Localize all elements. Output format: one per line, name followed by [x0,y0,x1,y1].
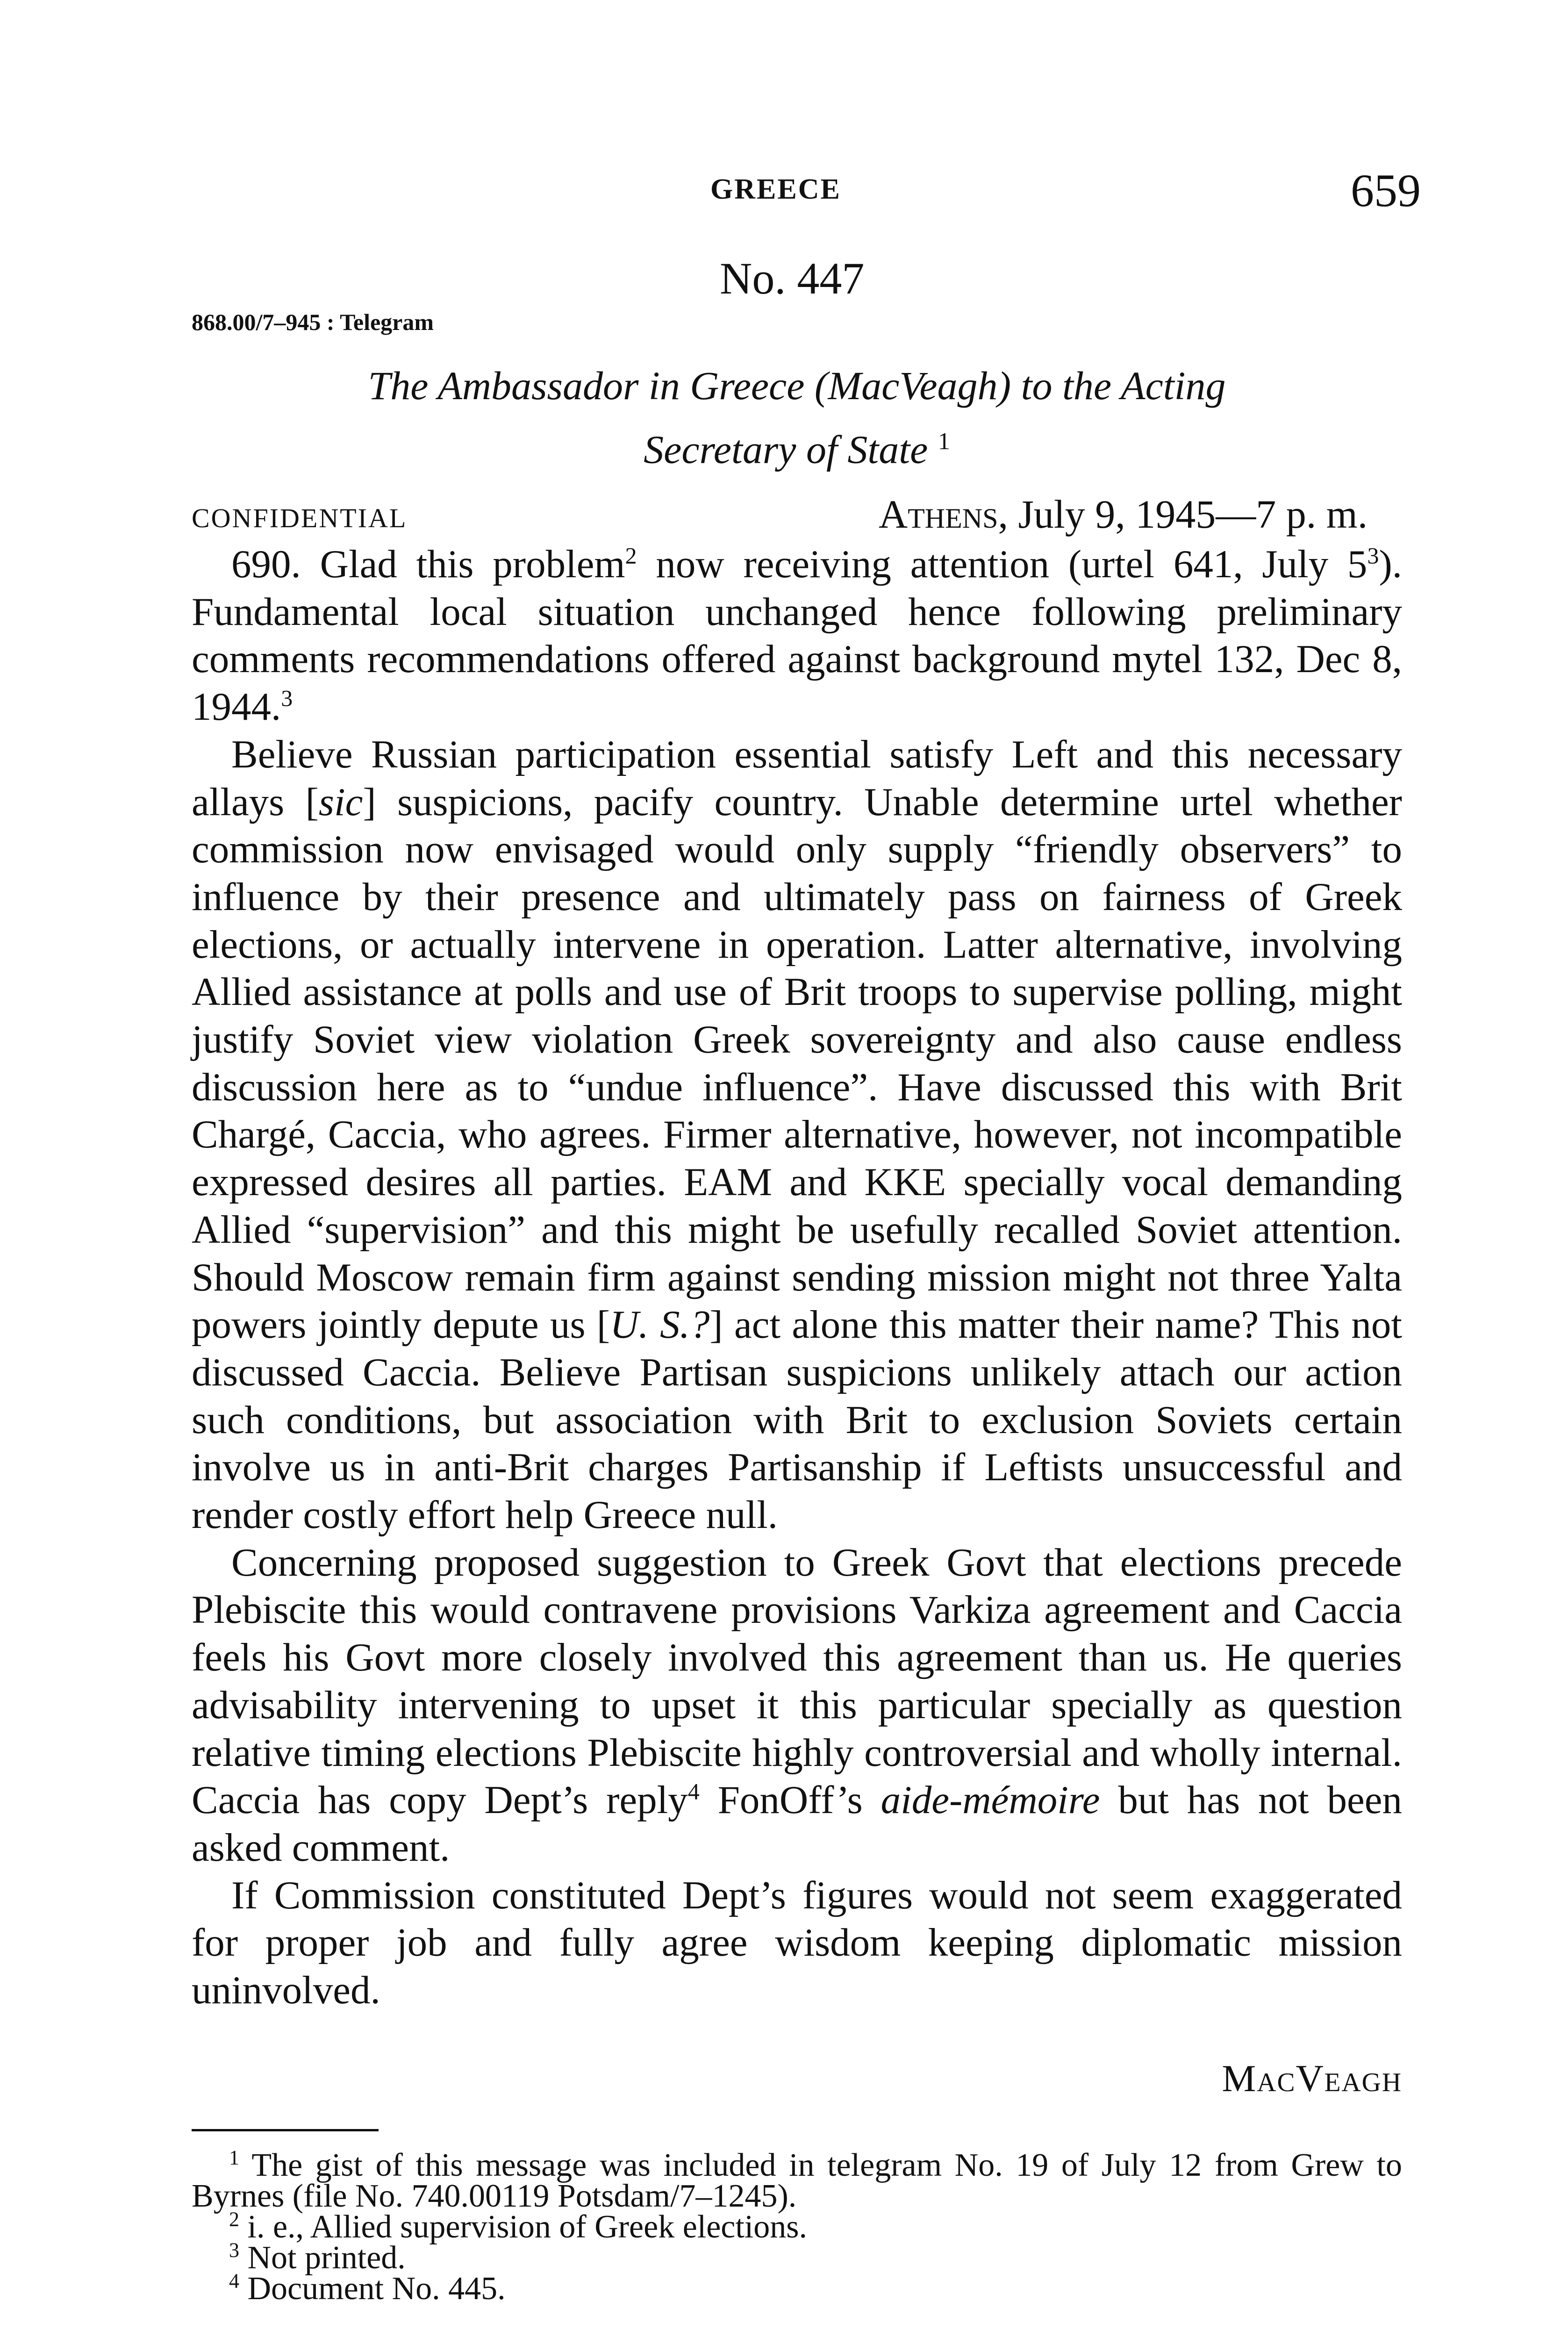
document-title [192,358,1402,478]
classification: CONFIDENTIAL [192,503,408,533]
footnote-1 [192,2146,1402,2214]
footnote-number: 3 [229,2238,239,2262]
footnote-ref: 4 [687,1778,700,1805]
footnote-ref: 3 [281,685,293,711]
footnote-2 [192,2208,1402,2245]
text-run: ] suspicions, pacify country. Unable determine urtel whether commission now envisaged would only supply “friendly observers” to influence by their presence and ultimately pass on fairness of Greek elections, or actually intervene in operation. Latter alternative, involving Allied assistance at polls and use of Brit troops to supervise polling, might justify Soviet view violation Greek sovereignty and also cause endless discussion here as to “undue influence”. Have discussed this with Brit Chargé, Caccia, who agrees. Firmer alternative, however, not incompatible expressed desires all parties. EAM and KKE specially vocal demanding Allied “supervision” and this might be usefully recalled Soviet attention. Should Moscow remain firm against sending mission might not three Yalta powers jointly depute us [ [192,780,1402,1347]
text-run: Concerning proposed suggestion to Greek Govt that elections precede Plebiscite this would contravene provisions Varkiza agreement and Caccia feels his Govt more closely involved this agreement than us. He queries advisability intervening to upset it this particular specially as question relative timing elections Plebiscite highly controversial and wholly internal. Caccia has copy Dept’s reply [192,1540,1402,1822]
footnote-3 [192,2238,1402,2276]
text-run: Believe Russian participation essential satisfy Left and this necessary allays [ [192,732,1402,824]
footnote-ref: 2 [625,542,637,569]
paragraph-4: If Commission constituted Dept’s figures would not seem exaggerated for proper job and fully agree wisdom keeping diplomatic mission uninvolved. [192,1873,1402,2013]
text-run: now receiving attention (urtel 641, July 5 [637,542,1368,586]
footnote-number: 2 [229,2208,239,2231]
dateline-place: Athens [879,492,998,537]
text-run: ). Fundamental local situation unchanged hence following preliminary comments recommendations offered against background mytel 132, Dec 8, 1944. [192,542,1402,729]
title-line-1: The Ambassador in Greece (MacVeagh) to the Acting [368,363,1226,408]
dateline [879,491,1368,538]
paragraph-1 [192,541,1402,731]
text-run: FonOff’s [699,1778,881,1822]
footnote-text: The gist of this message was included in telegram No. 19 of July 12 from Grew to Byrnes (file No. 740.00119 Potsdam/7–1245). [192,2147,1402,2214]
signature: MacVeagh [1222,2057,1402,2100]
title-line-2 [192,414,1402,478]
telegram-body [192,541,1402,2014]
footnote-text: Not printed. [247,2240,406,2276]
footnotes [192,2146,1402,2307]
file-reference: 868.00/7–945 : Telegram [192,309,434,335]
footnote-number: 4 [229,2269,239,2293]
footnote-ref: 3 [1367,542,1379,569]
footnote-ref: 1 [938,428,950,455]
title-line-2-text: Secretary of State [644,427,928,472]
page-number: 659 [1351,165,1421,216]
sic-annotation: sic [318,780,363,824]
editorial-insertion: U. S.? [610,1303,710,1347]
dateline-date: , July 9, 1945—7 p. m. [998,492,1368,537]
running-head: GREECE [710,173,841,205]
footnote-text: Document No. 445. [247,2271,506,2307]
footnote-text: i. e., Allied supervision of Greek elections. [247,2209,807,2245]
footnote-divider [192,2129,379,2131]
text-run: ] act alone this matter their name? This not discussed Caccia. Believe Partisan suspicions unlikely attach our action such conditions, but association with Brit to exclusion Soviets certain involve us in anti-Brit charges Partisanship if Leftists unsuccessful and render costly effort help Greece null. [192,1303,1402,1537]
text-run: but has not been asked comment. [192,1778,1402,1870]
footnote-4 [192,2269,1402,2307]
footnote-number: 1 [229,2146,239,2169]
text-run: 690. Glad this problem [231,542,625,586]
paragraph-2 [192,731,1402,1539]
italic-term: aide-mémoire [881,1778,1100,1822]
paragraph-3 [192,1539,1402,1872]
document-number: No. 447 [720,253,865,303]
